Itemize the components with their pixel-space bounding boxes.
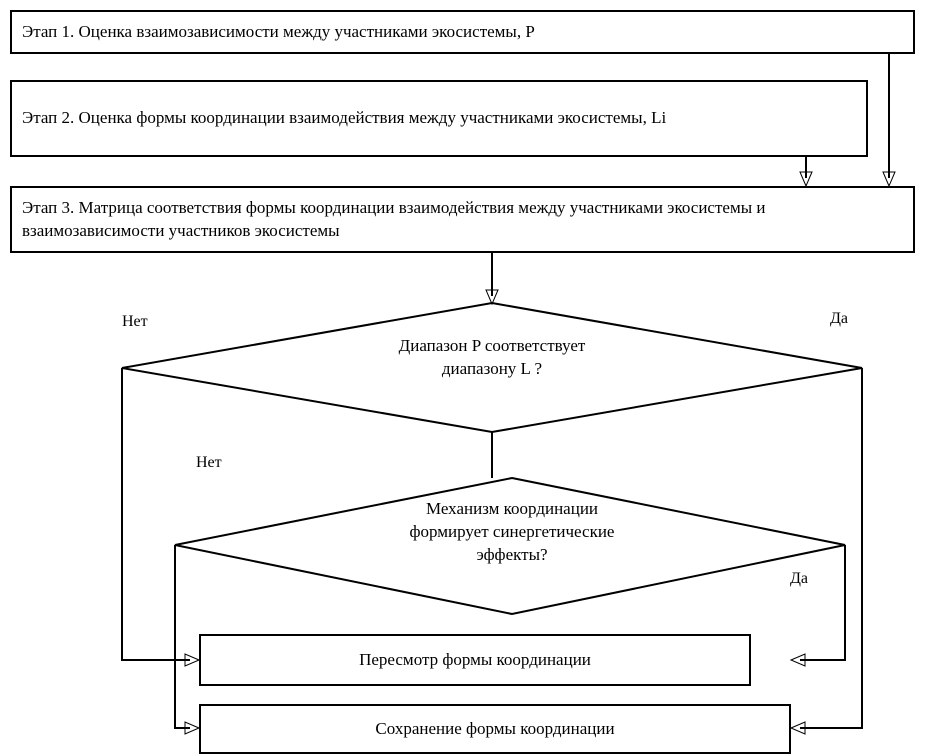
decision-2-yes-label: Да [790,570,809,587]
decision-1-yes-label: Да [830,310,849,327]
decision-2-text-line1: Механизм координации [425,499,599,518]
action-save-label: Сохранение формы координации [375,718,615,738]
stage-1-box [10,10,915,54]
action-revise-box [199,634,751,686]
action-save-box [199,704,791,754]
decision2-diamond [175,478,845,614]
decision-1-no-label: Нет [122,313,148,330]
line-decision2-yes-to-revise [800,545,845,660]
line-decision1-no-to-revise [122,368,190,660]
stage-2-label: Этап 2. Оценка формы координации взаимодействия между участниками экосистемы, Li [22,108,667,128]
decision-2-text-line2: формирует синергетические [409,521,615,541]
stage-3-box [10,186,915,253]
decision-2-no-label: Нет [196,454,222,471]
stage-2-box [10,80,868,157]
stage-1-label: Этап 1. Оценка взаимозависимости между участниками экосистемы, P [22,21,535,41]
decision-1-text-line1: Диапазон P соответствует [398,336,586,355]
action-revise-label: Пересмотр формы координации [359,649,591,669]
line-decision2-no-to-save [175,545,190,728]
decision1-diamond [122,303,862,432]
decision-1-text-line2: диапазону L ? [441,358,543,378]
stage-3-label: Этап 3. Матрица соответствия формы координации взаимодействия между участниками экосистемы и взаимозависимости участников экосистемы [22,197,766,240]
decision-2-text-line3: эффекты? [476,544,548,564]
